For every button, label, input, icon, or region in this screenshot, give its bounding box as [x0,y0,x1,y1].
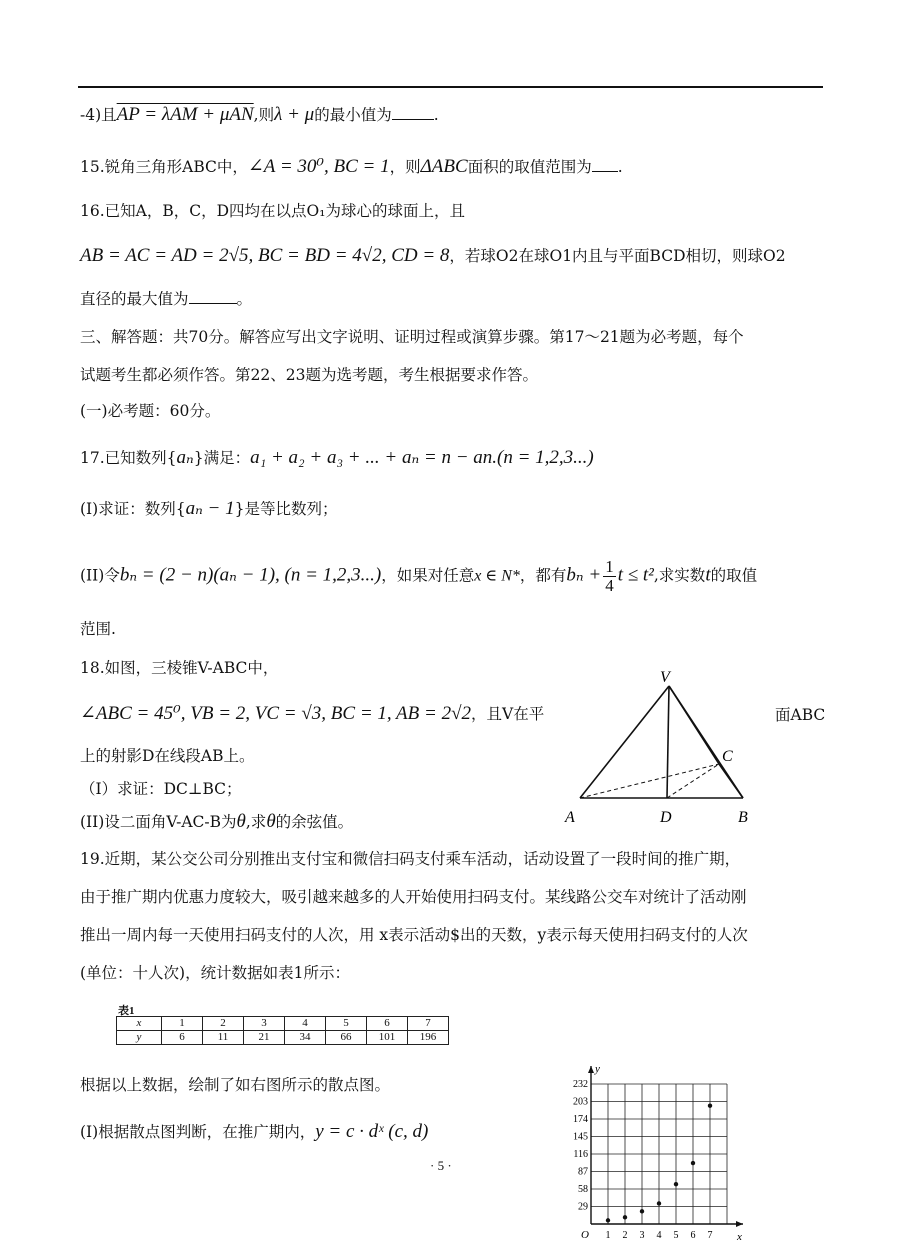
text: -4)且 [80,106,117,124]
fraction [603,558,616,595]
math-expr: bₙ = (2 − n)(aₙ − 1), (n = 1,2,3...) [119,564,382,586]
text: (II)令 [80,566,120,585]
math-expr: t [705,564,711,586]
text: ，则 [389,158,421,176]
edge-VA [580,686,669,798]
question-18-line3 [80,745,255,767]
text: 17.已知数列{ [80,449,177,467]
x-axis-arrow [736,1221,743,1227]
y-tick-label: 145 [573,1131,588,1143]
line-14-tail [80,104,439,126]
table-cell: 11 [203,1031,244,1045]
math-expr: a₁ + a₂ + a₃ + ... + aₙ = n − an.(n = 1,2,3...) [250,447,594,468]
text: 试题考生都必须作答。第22、23题为选考题，考生根据要求作答。 [80,366,538,384]
text: }是等比数列； [234,500,338,518]
math-expr: AB = AC = AD = 2√5, BC = BD = 4√2, CD = 8 [80,245,450,266]
question-18-part2 [80,811,353,833]
math-expr: ∠ABC = 45⁰, VB = 2, VC = √3, BC = 1, AB = 2√2 [80,703,472,724]
edge-CB [719,764,743,798]
y-tick-label: 58 [578,1184,588,1195]
math-expr: bₙ + [566,564,602,586]
text: ，若球O2在球O1内且与平面BCD相切，则球O2 [449,247,786,265]
y-tick-label: 87 [578,1166,588,1178]
question-19-line1 [80,848,740,870]
table-cell: 101 [367,1031,408,1045]
math-expr: x ∈ N* [474,567,520,585]
x-tick-label: 4 [656,1230,662,1241]
text: (I)根据散点图判断，在推广期内， [80,1123,316,1141]
table-row-y [117,1031,449,1045]
y-tick-label: 232 [573,1079,588,1090]
math-expr: λ + μ [274,104,315,125]
question-17-part1 [80,498,338,520]
table-cell: 3 [244,1017,285,1031]
label-D: D [660,809,672,826]
label-V: V [660,669,670,686]
pyramid-figure [555,660,765,830]
math-expr: y = c · dˣ (c, d) [315,1121,429,1142]
table-header-x: x [117,1017,162,1031]
table-cell: 5 [326,1017,367,1031]
table-cell: 34 [285,1031,326,1045]
table-cell: 196 [408,1031,449,1045]
answer-blank [392,105,434,120]
math-expr: θ [236,811,246,832]
section-3-line3 [80,400,220,422]
table-cell: 4 [285,1017,326,1031]
page-number: · 5 · [430,1158,452,1173]
x-tick-label: 6 [690,1230,696,1241]
answer-blank [592,157,618,172]
table-cell: 1 [162,1017,203,1031]
table-header-y: y [117,1031,162,1045]
y-axis-arrow [588,1066,594,1073]
question-17-part2-line2 [80,618,116,640]
math-expr: aₙ − 1 [185,498,235,519]
y-tick-label: 116 [573,1149,588,1160]
math-expr: t ≤ t² [617,564,654,586]
label-A: A [565,809,575,826]
text: 19.近期，某公交公司分别推出支付宝和微信扫码支付乘车活动，话动设置了一段时间的推广期， [80,850,741,868]
question-19-part1 [80,1121,428,1143]
question-17 [80,447,594,469]
x-tick-label: 3 [639,1230,645,1241]
y-tick-label: 174 [573,1114,588,1125]
text: 15.锐角三角形ABC中， [80,158,248,176]
table-cell: 21 [244,1031,285,1045]
math-expr: aₙ [176,447,194,468]
text: ,则 [253,106,275,124]
label-B: B [738,809,748,826]
data-point [623,1215,627,1219]
edge-DC [667,764,719,798]
text: 根据以上数据，绘制了如右图所示的散点图。 [80,1076,391,1094]
text: (一)必考题：60分。 [80,402,221,420]
math-expr: θ [266,811,276,832]
x-tick-label: 7 [707,1230,713,1241]
question-19-line5 [80,1074,390,1096]
text: (II)设二面角V-AC-B为 [80,813,237,831]
text: 面积的取值范围为 [467,158,592,176]
edge-VC [669,686,719,764]
text: 上的射影D在线段AB上。 [80,747,255,765]
text: （I）求证：DC⊥BC； [80,780,242,798]
scatter-plot [555,1060,755,1246]
text: }满足： [193,449,251,467]
text: . [617,158,623,176]
table-cell: 2 [203,1017,244,1031]
x-tick-label: 5 [673,1230,679,1241]
text: 16.已知A，B，C，D四均在以点O₁为球心的球面上，且 [80,202,465,220]
text: 范围. [80,620,116,638]
section-3-line1 [80,326,744,348]
question-18-line2-right [775,704,825,726]
y-tick-label: 203 [573,1096,588,1108]
text: 的余弦值。 [275,813,354,831]
edge-AC [580,764,719,798]
text: ,求实数 [653,566,706,585]
question-15 [80,156,623,178]
text: ,求 [245,813,267,831]
table-cell: 6 [367,1017,408,1031]
table-title: 表1 [118,1005,135,1017]
data-point [691,1161,695,1165]
text: 直径的最大值为 [80,290,189,308]
question-18-part1 [80,778,242,800]
x-axis-label: x [737,1231,742,1243]
table-cell: 7 [408,1017,449,1031]
text: 推出一周内每一天使用扫码支付的人次，用 x表示活动$出的天数，y表示每天使用扫码支付的人次 [80,926,748,944]
text: 三、解答题：共70分。解答应写出文字说明、证明过程或演算步骤。第17～21题为必考题，每个 [80,328,744,346]
data-point [606,1218,610,1222]
text: (I)求证：数列{ [80,500,186,518]
text: ，且V在平 [471,705,545,723]
y-tick-label: 29 [578,1201,588,1213]
question-19-line3 [80,924,748,946]
question-16-line3 [80,288,252,310]
x-tick-label: 2 [622,1230,628,1241]
question-19-line2 [80,886,747,908]
label-C: C [722,748,733,765]
math-expr: ∠A = 30⁰, BC = 1 [247,156,390,177]
denominator: 4 [605,576,614,595]
text: ，都有 [519,566,567,585]
text: (单位：十人次)，统计数据如表1所示： [80,964,350,982]
text: 。 [236,290,253,308]
edge-VD [667,686,669,798]
data-table [116,1016,449,1045]
data-point [674,1182,678,1186]
question-16-line2 [80,245,786,267]
text: ，如果对任意 [381,566,475,585]
data-point [657,1201,661,1205]
header-rule [78,86,823,88]
table-cell: 6 [162,1031,203,1045]
text: . [433,106,439,124]
data-point [708,1104,712,1108]
text: 面ABC [775,706,826,724]
y-axis-label: y [595,1063,600,1075]
question-16-line1 [80,200,465,222]
answer-blank [189,289,237,304]
question-19-line4 [80,962,350,984]
question-18-line2 [80,703,544,725]
x-tick-label: 1 [605,1230,611,1241]
text: 的取值 [710,566,758,585]
table-cell: 66 [326,1031,367,1045]
question-17-part2 [80,558,757,595]
vector-equation: AP = λAM + μAN [116,104,254,125]
question-18-line1 [80,657,278,679]
numerator: 1 [605,557,614,576]
table-row-x [117,1017,449,1031]
text: 18.如图，三棱锥V-ABC中， [80,659,279,677]
math-expr: ΔABC [420,156,468,177]
section-3-line2 [80,364,538,386]
data-point [640,1209,644,1213]
text: 由于推广期内优惠力度较大，吸引越来越多的人开始使用扫码支付。某线路公交车对统计了活动刚 [80,888,747,906]
text: 的最小值为 [314,106,392,124]
origin-label: O [581,1229,589,1241]
